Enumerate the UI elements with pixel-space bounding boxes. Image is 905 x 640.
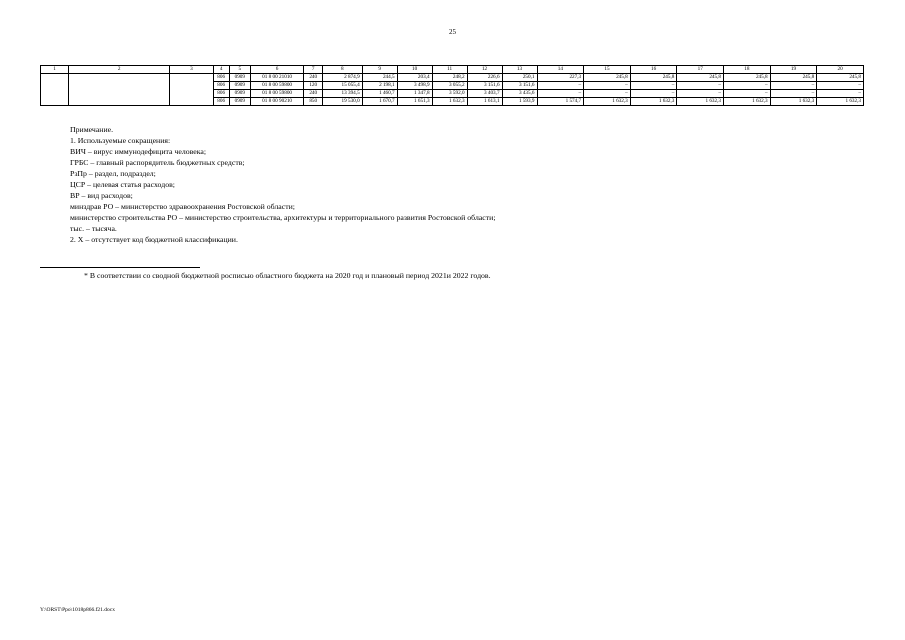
abbreviation-line: тыс. – тысяча. — [70, 224, 117, 233]
abbreviation-line: ВИЧ – вирус иммунодефицита человека; — [70, 147, 207, 156]
file-path: Y:\ORST\Ppo\1018p866.f21.docx — [40, 607, 115, 613]
table-cell: 0909 — [229, 90, 250, 98]
table-cell: 1 632,3 — [630, 98, 677, 106]
table-cell: 2 874,9 — [323, 74, 363, 82]
column-number-cell: 3 — [170, 66, 213, 74]
table-cell: 0909 — [229, 74, 250, 82]
column-number-cell: 12 — [467, 66, 502, 74]
table-row — [41, 74, 864, 82]
table-cell: – — [724, 82, 771, 90]
table-cell: 1 632,3 — [584, 98, 631, 106]
table-cell: 1 460,7 — [362, 90, 397, 98]
table-cell: – — [537, 82, 584, 90]
table-cell: – — [537, 90, 584, 98]
abbreviation-line: ВР – вид расходов; — [70, 191, 133, 200]
column-number-cell: 20 — [817, 66, 864, 74]
table-cell: 227,3 — [537, 74, 584, 82]
table-cell: 3 403,7 — [467, 90, 502, 98]
table-cell: 01 8 00 59800 — [250, 90, 304, 98]
column-number-cell: 1 — [41, 66, 69, 74]
table-cell: 01 8 00 90210 — [250, 98, 304, 106]
table-cell: 248,2 — [432, 74, 467, 82]
table-cell: 806 — [213, 90, 229, 98]
budget-table — [40, 65, 864, 106]
column-number-cell: 6 — [250, 66, 304, 74]
column-number-cell: 19 — [770, 66, 817, 74]
table-cell: 3 151,6 — [502, 82, 537, 90]
column-number-cell: 16 — [630, 66, 677, 74]
table-cell: 1 347,8 — [397, 90, 432, 98]
table-cell: 245,8 — [677, 74, 724, 82]
column-number-cell: 10 — [397, 66, 432, 74]
table-cell: – — [677, 82, 724, 90]
table-cell: 19 530,0 — [323, 98, 363, 106]
table-cell: – — [630, 90, 677, 98]
table-cell: 3 592,0 — [432, 90, 467, 98]
table-cell: 1 613,1 — [467, 98, 502, 106]
table-cell: 01 8 00 21010 — [250, 74, 304, 82]
column-number-cell: 11 — [432, 66, 467, 74]
table-cell: 240 — [304, 90, 323, 98]
page-number: 25 — [449, 28, 456, 36]
table-cell: – — [724, 90, 771, 98]
table-cell: 250,1 — [502, 74, 537, 82]
table-cell: – — [770, 82, 817, 90]
table-cell: 1 632,3 — [432, 98, 467, 106]
notes-item-2: 2. Х – отсутствует код бюджетной классификации. — [70, 235, 238, 244]
table-cell: 01 8 00 59800 — [250, 82, 304, 90]
footnote: * В соответствии со сводной бюджетной росписью областного бюджета на 2020 год и плановый период 2021и 2022 годов. — [84, 271, 491, 280]
abbreviation-line: ГРБС – главный распорядитель бюджетных средств; — [70, 158, 245, 167]
abbreviation-line: РзПр – раздел, подраздел; — [70, 169, 156, 178]
table-cell: 1 632,3 — [677, 98, 724, 106]
abbreviation-line: министерство строительства РО – министерство строительства, архитектуры и территориального развития Ростовской области; — [70, 213, 496, 222]
table-cell: 2 198,1 — [362, 82, 397, 90]
notes-heading: Примечание. — [70, 125, 114, 134]
column-number-cell: 5 — [229, 66, 250, 74]
merged-empty-cell — [170, 74, 213, 106]
table-cell: 245,8 — [817, 74, 864, 82]
table-cell: 226,6 — [467, 74, 502, 82]
table-cell: 203,4 — [397, 74, 432, 82]
footnote-separator — [40, 267, 200, 268]
merged-empty-cell — [41, 74, 69, 106]
table-cell: 245,8 — [770, 74, 817, 82]
column-number-cell: 15 — [584, 66, 631, 74]
column-number-cell: 7 — [304, 66, 323, 74]
table-cell: 0909 — [229, 98, 250, 106]
table-cell: 850 — [304, 98, 323, 106]
table-cell: 1 651,3 — [397, 98, 432, 106]
column-number-cell: 17 — [677, 66, 724, 74]
column-number-cell: 18 — [724, 66, 771, 74]
table-cell: 1 632,3 — [817, 98, 864, 106]
table-cell: 240 — [304, 74, 323, 82]
column-number-cell: 14 — [537, 66, 584, 74]
table-cell: 120 — [304, 82, 323, 90]
table-cell: 806 — [213, 98, 229, 106]
table-cell: 245,8 — [724, 74, 771, 82]
table-cell: – — [770, 90, 817, 98]
table-cell: 245,8 — [630, 74, 677, 82]
column-number-cell: 2 — [68, 66, 169, 74]
table-header-row — [41, 66, 864, 74]
table-cell: 3 055,2 — [432, 82, 467, 90]
column-number-cell: 9 — [362, 66, 397, 74]
abbreviation-line: ЦСР – целевая статья расходов; — [70, 180, 175, 189]
notes-section — [70, 124, 496, 245]
table-cell: – — [584, 82, 631, 90]
table-cell: 3 498,9 — [397, 82, 432, 90]
table-cell: 1 593,9 — [502, 98, 537, 106]
table-cell: – — [584, 90, 631, 98]
column-number-cell: 13 — [502, 66, 537, 74]
merged-empty-cell — [68, 74, 169, 106]
table-cell: – — [677, 90, 724, 98]
table-cell: 1 670,7 — [362, 98, 397, 106]
table-cell: 13 394,5 — [323, 90, 363, 98]
table-cell: 1 574,7 — [537, 98, 584, 106]
column-number-cell: 8 — [323, 66, 363, 74]
table-cell: – — [817, 90, 864, 98]
table-cell: – — [817, 82, 864, 90]
table-cell: 3 151,6 — [467, 82, 502, 90]
column-number-cell: 4 — [213, 66, 229, 74]
table-cell: 3 435,6 — [502, 90, 537, 98]
table-cell: 0909 — [229, 82, 250, 90]
table-cell: 1 632,3 — [724, 98, 771, 106]
table-cell: 15 055,4 — [323, 82, 363, 90]
table-cell: 1 632,3 — [770, 98, 817, 106]
table-cell: 245,8 — [584, 74, 631, 82]
table-cell: 806 — [213, 82, 229, 90]
table-cell: 244,5 — [362, 74, 397, 82]
table-cell: – — [630, 82, 677, 90]
notes-item-1: 1. Используемые сокращения: — [70, 136, 171, 145]
abbreviation-line: минздрав РО – министерство здравоохранения Ростовской области; — [70, 202, 295, 211]
table-cell: 806 — [213, 74, 229, 82]
